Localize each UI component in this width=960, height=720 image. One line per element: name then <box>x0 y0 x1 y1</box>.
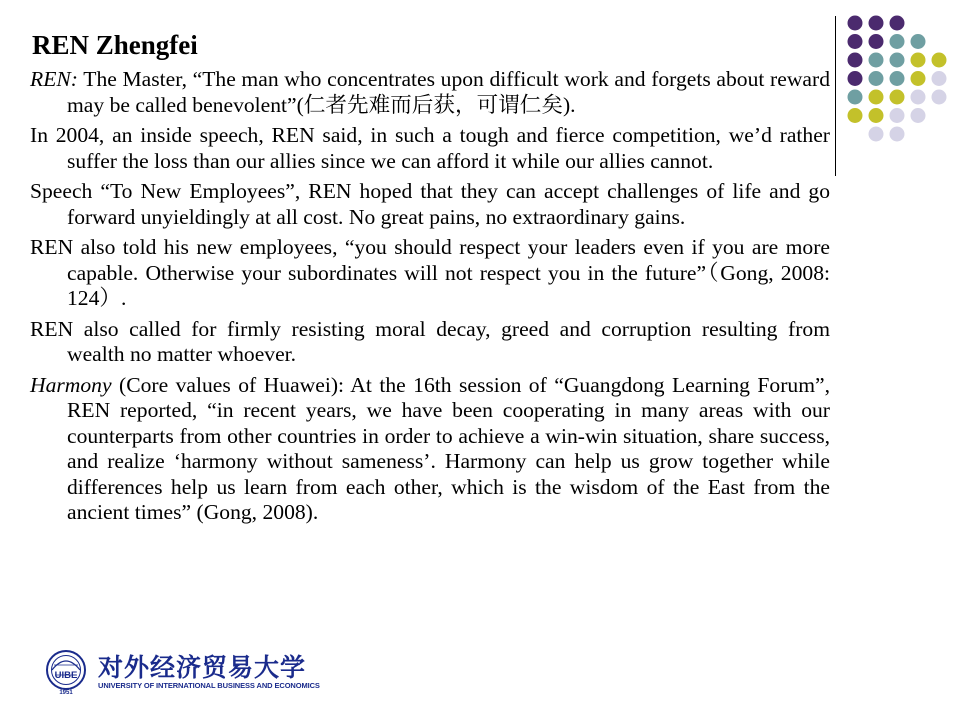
paragraph-text: In 2004, an inside speech, REN said, in such a tough and fierce competition, we’d rather suffer the loss than our allies since we can afford it while our allies cannot. <box>30 123 830 173</box>
decorative-dot-grid <box>846 14 956 164</box>
decorative-dot <box>848 34 863 49</box>
decorative-dot <box>911 71 926 86</box>
decorative-dot <box>890 34 905 49</box>
body-paragraph <box>30 123 830 174</box>
decorative-dot <box>848 108 863 123</box>
paragraph-lead: Harmony <box>30 372 112 397</box>
vertical-divider <box>835 16 836 176</box>
paragraph-text: REN also called for firmly resisting moral decay, greed and corruption resulting from wealth no matter whoever. <box>30 316 830 366</box>
decorative-dot <box>911 53 926 68</box>
decorative-dot <box>890 108 905 123</box>
decorative-dot <box>869 34 884 49</box>
body-paragraph <box>30 235 830 312</box>
body-paragraph <box>30 373 830 526</box>
decorative-dot <box>890 127 905 142</box>
decorative-dot <box>932 90 947 105</box>
paragraph-lead: REN: <box>30 67 78 91</box>
slide-body <box>30 67 830 531</box>
decorative-dot <box>911 34 926 49</box>
decorative-dot <box>869 71 884 86</box>
body-paragraph <box>30 317 830 368</box>
university-name-chinese: 对外经济贸易大学 <box>98 653 307 682</box>
decorative-dot <box>890 90 905 105</box>
emblem-abbreviation: UIBE <box>54 670 78 681</box>
decorative-dot <box>869 108 884 123</box>
body-paragraph <box>30 67 830 118</box>
paragraph-text: REN also told his new employees, “you should respect your leaders even if you are more capable. Otherwise your subordinates will not respect you in the future”（Gong, 2008: 124）. <box>30 235 830 310</box>
university-name-english: UNIVERSITY OF INTERNATIONAL BUSINESS AND ECONOMICS <box>98 681 320 690</box>
decorative-dot <box>848 90 863 105</box>
decorative-dot <box>932 53 947 68</box>
decorative-dot <box>869 16 884 31</box>
paragraph-text: Speech “To New Employees”, REN hoped that they can accept challenges of life and go forward unyieldingly at all cost. No great pains, no extraordinary gains. <box>30 179 830 229</box>
decorative-dot <box>869 127 884 142</box>
decorative-dot <box>848 53 863 68</box>
decorative-dot <box>890 16 905 31</box>
decorative-dot <box>911 108 926 123</box>
decorative-dot <box>869 53 884 68</box>
body-paragraph <box>30 179 830 230</box>
emblem-year: 1951 <box>59 690 73 696</box>
decorative-dot <box>932 71 947 86</box>
paragraph-text: (Core values of Huawei): At the 16th session of “Guangdong Learning Forum”, REN reported, “in recent years, we have been cooperating in many areas with our counterparts from other countries in order to achieve a win-win situation, share success, and realize ‘harmony without sameness’. Harmony can help us grow together while differences help us learn from each other, which is the wisdom of the East from the ancient times” (Gong, 2008). <box>67 372 830 524</box>
decorative-dot <box>890 71 905 86</box>
decorative-dot <box>848 71 863 86</box>
slide-title: REN Zhengfei <box>32 30 198 60</box>
decorative-dot <box>890 53 905 68</box>
decorative-dot <box>911 90 926 105</box>
decorative-dot <box>848 16 863 31</box>
paragraph-text: The Master, “The man who concentrates upon difficult work and forgets about reward may be called benevolent”(仁者先难而后获，可谓仁矣). <box>67 67 830 117</box>
decorative-dot <box>869 90 884 105</box>
